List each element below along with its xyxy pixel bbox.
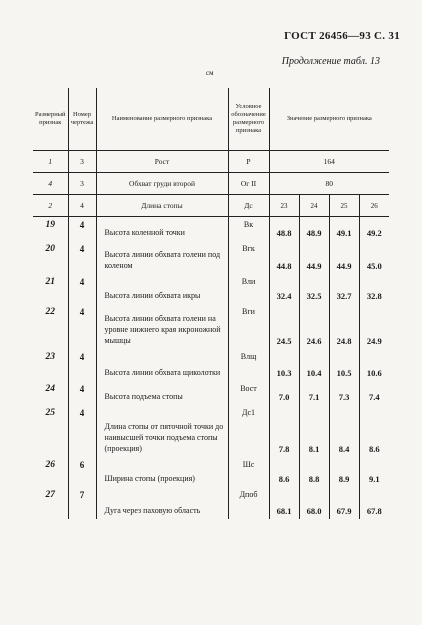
row-number: 27 [45,489,55,500]
row-name: Длина стопы от пяточной точки до наивысшей точки подъема стопы (проекция) [96,405,228,457]
row-value: 45.0 [359,241,389,274]
row-value: 10.4 [299,349,329,381]
row-drawing: 4 [68,195,96,217]
row-symbol: Влщ [228,349,269,381]
row-drawing: 4 [68,274,96,304]
row-value: 68.0 [299,487,329,519]
header-dimension-name: Наименование размерного признака [96,88,228,151]
table-row [33,274,389,304]
value-column-header: 25 [329,195,359,217]
table-row [33,381,389,405]
row-value: 68.1 [269,487,299,519]
row-value: 67.8 [359,487,389,519]
row-symbol: Дс1 [228,405,269,457]
table-row [33,487,389,519]
row-number: 20 [45,243,55,254]
row-symbol: Вк [228,217,269,241]
row-value: 8.6 [269,457,299,487]
row-value: 9.1 [359,457,389,487]
row-name: Высота линии обхвата икры [96,274,228,304]
row-name: Длина стопы [96,195,228,217]
table-continuation-label: Продолжение табл. 13 [281,56,380,67]
page-header: ГОСТ 26456—93 С. 31 [284,30,400,42]
row-value: 32.5 [299,274,329,304]
row-number: 23 [45,351,55,362]
row-name: Рост [96,151,228,173]
row-number: 21 [45,276,55,287]
row-symbol: Дпоб [228,487,269,519]
row-drawing: 4 [68,241,96,274]
row-value: 7.8 [269,405,299,457]
row-number: 26 [45,459,55,470]
row-name: Высота линии обхвата щиколотки [96,349,228,381]
header-value: Значение размерного признака [269,88,389,151]
row-drawing: 4 [68,381,96,405]
row-value: 49.2 [359,217,389,241]
table-row [33,304,389,349]
row-number: 19 [45,220,55,230]
row-value: 10.3 [269,349,299,381]
value-column-header: 24 [299,195,329,217]
row-value: 67.9 [329,487,359,519]
row-name: Высота линии обхвата голени под коленом [96,241,228,274]
row-drawing: 7 [68,487,96,519]
row-value: 49.1 [329,217,359,241]
row-symbol: Ог II [228,173,269,195]
row-drawing: 4 [68,349,96,381]
table-row [33,349,389,381]
row-value: 48.9 [299,217,329,241]
row-name: Высота коленной точки [96,217,228,241]
row-number: 4 [33,173,68,195]
row-symbol: Вост [228,381,269,405]
row-number: 2 [33,195,68,217]
row-drawing: 4 [68,217,96,241]
unit-label: см [206,69,214,77]
row-value: 10.5 [329,349,359,381]
header-drawing-number: Номер чертежа [68,88,96,151]
table-row [33,217,389,241]
row-value: 8.8 [299,457,329,487]
row-value: 8.1 [299,405,329,457]
row-name: Высота линии обхвата голени на уровне нижнего края икроножной мышцы [96,304,228,349]
row-value: 80 [269,173,389,195]
table-row [33,405,389,457]
row-number: 25 [45,407,55,418]
row-value: 24.6 [299,304,329,349]
row-name: Ширина стопы (проекция) [96,457,228,487]
row-value: 32.7 [329,274,359,304]
row-value: 8.9 [329,457,359,487]
measurement-table [33,88,389,519]
row-value: 44.9 [329,241,359,274]
row-name: Дуга через паховую область [96,487,228,519]
table-row [33,151,389,173]
row-symbol: Р [228,151,269,173]
header-row [33,88,389,151]
table-row [33,457,389,487]
row-drawing: 6 [68,457,96,487]
row-drawing: 3 [68,151,96,173]
row-value: 7.4 [359,381,389,405]
row-number: 1 [33,151,68,173]
table-row [33,195,389,217]
header-dimension-number: Размерный признак [33,88,68,151]
value-column-header: 26 [359,195,389,217]
row-value: 10.6 [359,349,389,381]
row-name: Обхват груди второй [96,173,228,195]
row-value: 8.6 [359,405,389,457]
row-symbol: Дс [228,195,269,217]
row-value: 7.0 [269,381,299,405]
row-value: 164 [269,151,389,173]
row-value: 24.5 [269,304,299,349]
row-symbol: Вги [228,304,269,349]
row-value: 44.8 [269,241,299,274]
row-value: 8.4 [329,405,359,457]
row-symbol: Шс [228,457,269,487]
row-value: 32.4 [269,274,299,304]
table-row [33,173,389,195]
row-drawing: 4 [68,405,96,457]
row-number: 24 [45,383,55,394]
row-value: 24.8 [329,304,359,349]
row-symbol: Вгк [228,241,269,274]
row-symbol: Вли [228,274,269,304]
table-row [33,241,389,274]
row-value: 7.1 [299,381,329,405]
header-symbol: Условное обозначение размерного признака [228,88,269,151]
row-value: 7.3 [329,381,359,405]
row-name: Высота подъема стопы [96,381,228,405]
row-number: 22 [45,306,55,317]
row-value: 48.8 [269,217,299,241]
row-drawing: 3 [68,173,96,195]
row-value: 32.8 [359,274,389,304]
row-value: 24.9 [359,304,389,349]
row-drawing: 4 [68,304,96,349]
value-column-header: 23 [269,195,299,217]
row-value: 44.9 [299,241,329,274]
